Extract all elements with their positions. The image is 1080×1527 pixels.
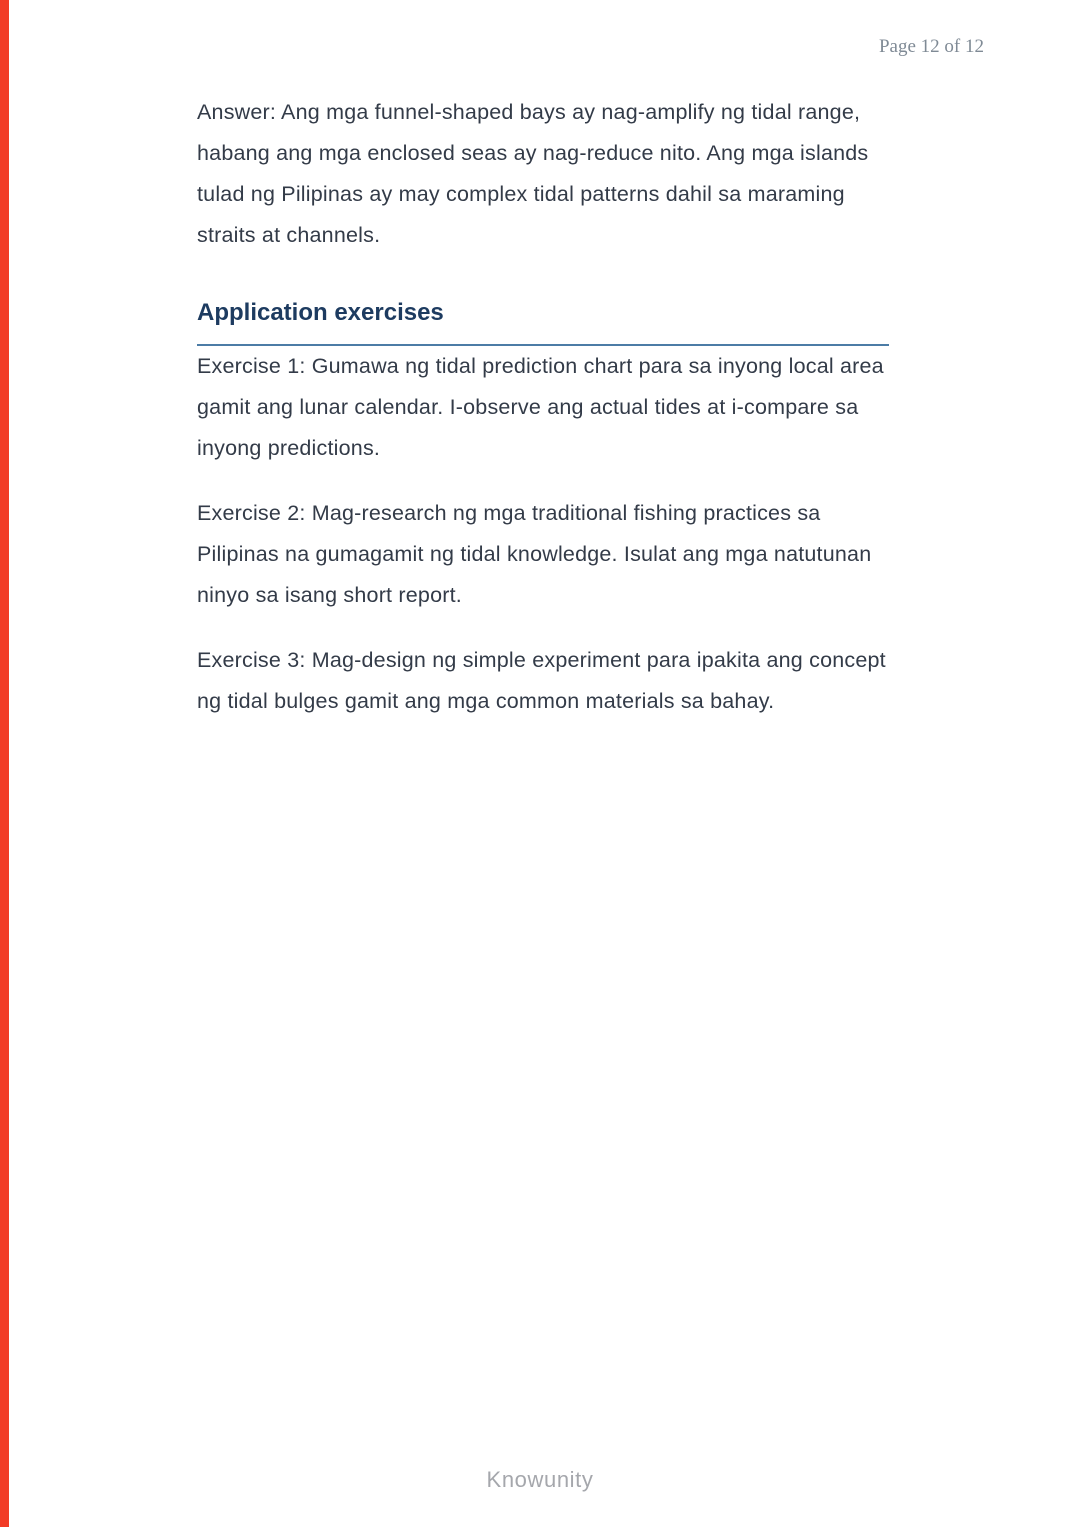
footer-brand: Knowunity xyxy=(486,1467,594,1492)
exercise-item-1: Exercise 1: Gumawa ng tidal prediction chart para sa inyong local area gamit ang lunar calendar. I-observe ang actual tides at i-compare sa inyong predictions. xyxy=(197,354,884,460)
answer-paragraph: Answer: Ang mga funnel-shaped bays ay nag-amplify ng tidal range, habang ang mga enclosed seas ay nag-reduce nito. Ang mga islands tulad ng Pilipinas ay may complex tidal patterns dahil sa maraming straits at channels. xyxy=(197,100,869,247)
exercise-item-2: Exercise 2: Mag-research ng mga traditional fishing practices sa Pilipinas na gumagamit ng tidal knowledge. Isulat ang mga natutunan ninyo sa isang short report. xyxy=(197,501,872,607)
exercise-item-3: Exercise 3: Mag-design ng simple experiment para ipakita ang concept ng tidal bulges gamit ang mga common materials sa bahay. xyxy=(197,648,886,713)
section-heading-application-exercises: Application exercises xyxy=(197,298,889,346)
left-accent-stripe xyxy=(0,0,9,1527)
page-content xyxy=(197,92,889,746)
page-number: Page 12 of 12 xyxy=(878,36,984,57)
